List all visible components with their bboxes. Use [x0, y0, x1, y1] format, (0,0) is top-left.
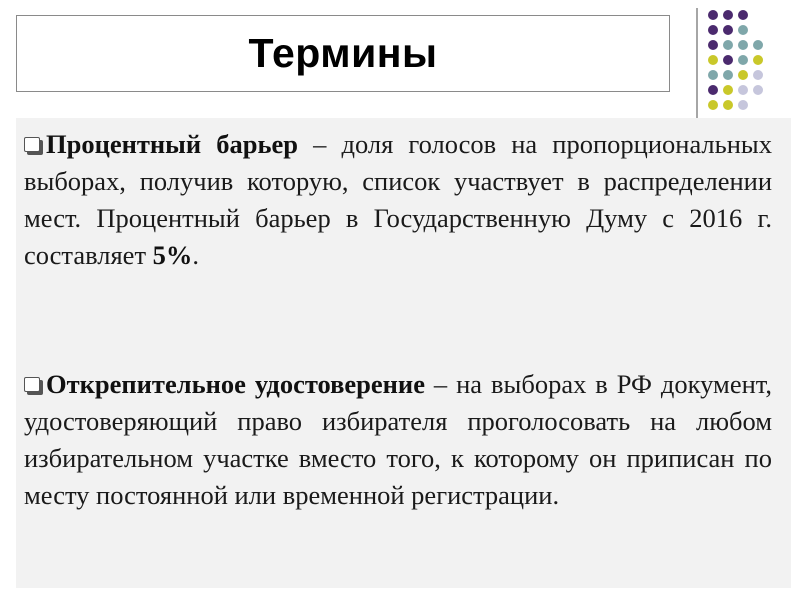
decorative-divider: [696, 8, 698, 118]
decorative-dot: [708, 10, 718, 20]
slide-title: Термины: [248, 30, 438, 76]
decorative-dot: [723, 40, 733, 50]
term-end: .: [192, 240, 200, 270]
decorative-dot: [738, 25, 748, 35]
decorative-dot: [738, 40, 748, 50]
decorative-dot: [723, 70, 733, 80]
title-box: [16, 15, 670, 92]
decorative-dot: [708, 55, 718, 65]
term-paragraph-threshold: [24, 126, 772, 274]
decorative-dot: [753, 85, 763, 95]
decorative-dot: [753, 70, 763, 80]
decorative-dot: [723, 85, 733, 95]
decorative-dot: [708, 85, 718, 95]
decorative-dot: [738, 100, 748, 110]
decorative-dot: [723, 10, 733, 20]
decorative-dot: [753, 40, 763, 50]
term-paragraph-absentee-certificate: [24, 366, 772, 514]
decorative-dot: [723, 25, 733, 35]
decorative-dot: [738, 10, 748, 20]
decorative-dot-grid: [708, 10, 788, 122]
term-definition: – на выборах в РФ документ, удостоверяющий право избирателя проголосовать на любом избирательном участке вместо того, к которому он приписан по месту постоянной или временной регистрации.: [24, 369, 772, 510]
decorative-dot: [723, 100, 733, 110]
term-definition: – доля голосов на пропорциональных выборах, получив которую, список участвует в распределении мест. Процентный барьер в Государственную Думу с 2016 г. составляет: [24, 129, 772, 270]
term-name: Открепительное удостоверение: [46, 369, 425, 399]
decorative-dot: [708, 70, 718, 80]
decorative-dot: [708, 100, 718, 110]
decorative-dot: [708, 40, 718, 50]
decorative-dot: [738, 85, 748, 95]
decorative-dot: [723, 55, 733, 65]
term-value: 5%: [152, 240, 193, 270]
term-name: Процентный барьер: [46, 129, 298, 159]
decorative-dot: [738, 70, 748, 80]
checkbox-bullet-icon: [24, 377, 40, 392]
decorative-dot: [753, 55, 763, 65]
checkbox-bullet-icon: [24, 137, 40, 152]
content-area: [16, 118, 791, 588]
decorative-dot: [738, 55, 748, 65]
decorative-dot: [708, 25, 718, 35]
